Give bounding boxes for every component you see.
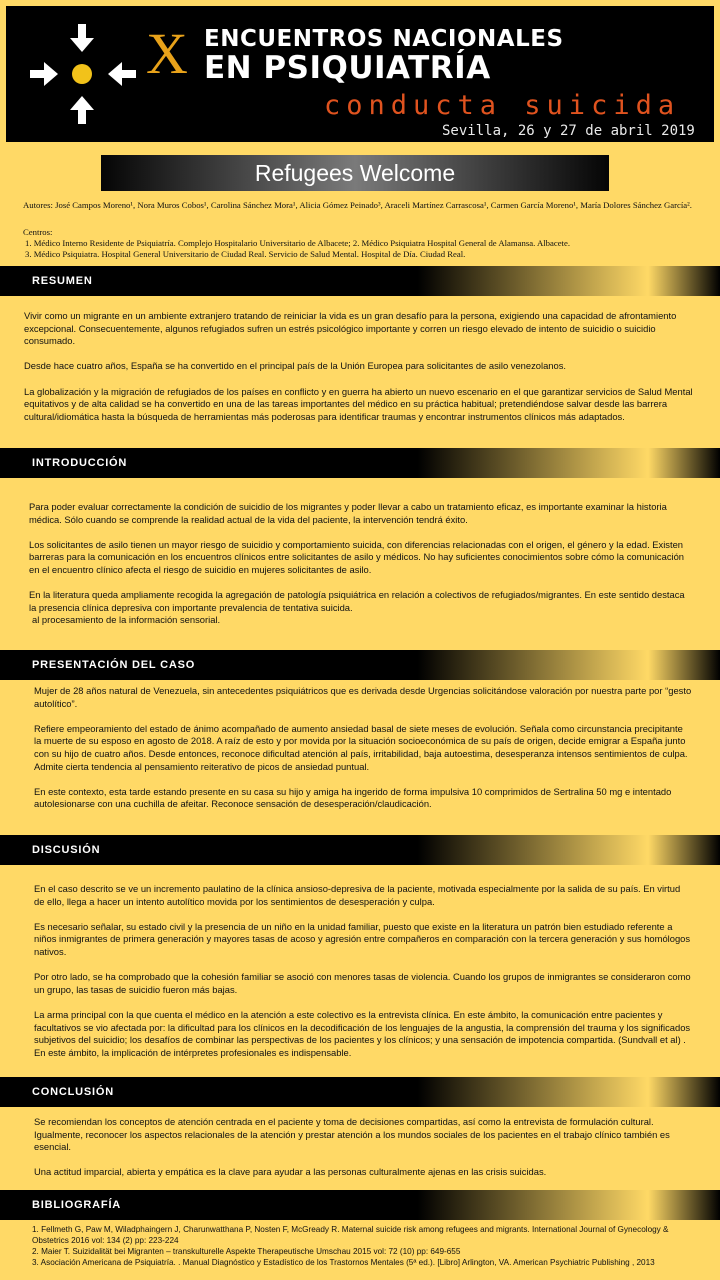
section-header-bibliografia: BIBLIOGRAFÍA xyxy=(0,1190,720,1220)
bibliography-item: 1. Fellmeth G, Paw M, Wiladphaingern J, Charunwatthana P, Nosten F, McGready R. Maternal suicide risk among refugees and migrants. International Journal of Gynecology & Obstetrics 2016 vol: 134 (2) pp: 223-224 xyxy=(32,1225,669,1245)
paragraph: Desde hace cuatro años, España se ha convertido en el principal país de la Unión Europea para solicitantes de asilo venezolanos. xyxy=(24,360,567,372)
paragraph: La globalización y la migración de refugiados de los países en conflicto y en guerra ha abierto un nuevo escenario en el que garantizar servicios de Salud Mental equitativos y de alta calidad se ha convertido en una de las tareas importantes del médico en su práctica habitual; pretendiéndose salvar desde las barrera cultural/idiomática hasta la búsqueda de herramientas más poderosas para identificar traumas y encontrar instrumentos clínicos más adaptados. xyxy=(24,385,693,422)
paragraph: En la literatura queda ampliamente recogida la agregación de patología psiquiátrica en relación a colectivos de refugiados/migrantes. En este sentido destaca la presencia clínica depresiva con importante prevalencia de tentativa suicida. xyxy=(29,589,685,613)
arrows-logo-icon xyxy=(28,20,138,128)
edition-numeral: X xyxy=(146,21,187,86)
poster-title: Refugees Welcome xyxy=(101,155,609,191)
section-body-caso xyxy=(34,685,692,824)
banner-title-line1: ENCUENTROS NACIONALES xyxy=(204,26,564,52)
header-banner xyxy=(6,6,714,142)
banner-date: Sevilla, 26 y 27 de abril 2019 xyxy=(442,123,695,139)
paragraph: Una actitud imparcial, abierta y empática es la clave para ayudar a las personas culturalmente ajenas en las crisis suicidas. xyxy=(34,1166,547,1178)
section-body-introduccion xyxy=(29,501,691,640)
paragraph: La arma principal con la que cuenta el médico en la atención a este colectivo es la entrevista clínica. En este ámbito, la comunicación entre pacientes y facultativos se vio afectada por: la dificultad para los clínicos en la decodificación de los lenguajes de la angustia, la comprensión del trauma y los significados subjetivos del suicidio; los desafíos de combinar las perspectivas de los pacientes y los clínicos; y una sensación de impotencia compartida. (Sundvall et al) . En este ámbito, la implicación de intérpretes profesionales es indispensable. xyxy=(34,1008,691,1058)
paragraph: Los solicitantes de asilo tienen un mayor riesgo de suicidio y comportamiento suicida, con diferencias relacionadas con el origen, el género y la edad. Existen barreras para la comunicación en los encuentros clínicos entre solicitantes de asilo y médicos. No hay suficientes conocimientos sobre cómo la comunicación en el encuentro clínico afecta el riesgo de suicidio en mujeres solicitantes de asilo. xyxy=(29,538,685,575)
paragraph: En este contexto, esta tarde estando presente en su casa su hijo y amiga ha ingerido de forma impulsiva 10 comprimidos de Sertralina 50 mg e intentado autolesionarse con una cuchilla de afeitar. Reconoce sensación de desesperación/claudicación. xyxy=(34,785,672,810)
banner-title-line2: EN PSIQUIATRÍA xyxy=(204,50,491,86)
paragraph: Se recomiendan los conceptos de atención centrada en el paciente y toma de decisiones compartidas, así como la entrevista de formulación cultural. Igualmente, reconocer los aspectos relacionales de la atención y prestar atención a los mundos sociales de los pacientes en el trabajo clínico también es esencial. xyxy=(34,1116,670,1153)
centros-line: 1. Médico Interno Residente de Psiquiatría. Complejo Hospitalario Universitario de Albacete; 2. Médico Psiquiatra Hospital General de Alamansa. Albacete. xyxy=(25,238,570,248)
section-body-discusion xyxy=(34,883,692,1072)
centros-line: 3. Médico Psiquiatra. Hospital General Universitario de Ciudad Real. Servicio de Salud Mental. Hospital de Día. Ciudad Real. xyxy=(25,249,466,259)
paragraph: Refiere empeoramiento del estado de ánimo acompañado de aumento ansiedad basal de siete meses de evolución. Señala como circunstancia precipitante la muerte de su esposo en agosto de 2018. A raíz de esto y por movida por la situación socioeconómica de su país de origen, decide emigrar a España junto con su hijo de cuatro años. Desde entonces, reconoce dificultad atención al país, irritabilidad, baja autoestima, desesperanza intensos sentimientos de culpa. Admite cierta tendencia al pensamiento reiterativo de picos de ansiedad puntual. xyxy=(34,722,688,772)
paragraph: al procesamiento de la información sensorial. xyxy=(32,614,221,626)
section-body-conclusion xyxy=(34,1116,692,1192)
banner-topic: conducta suicida xyxy=(324,90,681,121)
section-header-discusion: DISCUSIÓN xyxy=(0,835,720,865)
paragraph: En el caso descrito se ve un incremento paulatino de la clínica ansioso-depresiva de la paciente, motivada especialmente por la salida de su país. En virtud de ello, llega a hacer un intento autolítico movida por los sentimientos de desesperación y culpa. xyxy=(34,883,681,907)
authors: Autores: José Campos Moreno¹, Nora Muros Cobos¹, Carolina Sánchez Mora¹, Alicia Gómez Peinado³, Araceli Martínez Carrascosa¹, Carmen García Moreno¹, María Dolores Sánchez García². xyxy=(23,200,692,210)
bibliography-item: 2. Maier T. Suizidalität bei Migranten – transkulturelle Aspekte Therapeutische Umschau 2015 vol: 72 (10) pp: 649-655 xyxy=(32,1247,461,1256)
centros xyxy=(23,227,703,260)
bibliography-item: 3. Asociación Americana de Psiquiatría. . Manual Diagnóstico y Estadístico de los Trastornos Mentales (5ª ed.). [Libro] Arlington, VA. American Psychiatric Publishing , 2013 xyxy=(32,1258,655,1267)
section-header-introduccion: INTRODUCCIÓN xyxy=(0,448,720,478)
section-header-resumen: RESUMEN xyxy=(0,266,720,296)
paragraph: Vivir como un migrante en un ambiente extranjero tratando de reiniciar la vida es un gran desafío para la persona, exigiendo una capacidad de afrontamiento excepcional. Consecuentemente, algunos refugiados sufren un estrés psicológico importante y corren un riesgo elevado de intento de suicidio o suicidio consumado. xyxy=(24,310,677,347)
paragraph: Mujer de 28 años natural de Venezuela, sin antecedentes psiquiátricos que es derivada desde Urgencias solicitándose valoración por nuestra parte por “gesto autolítico”. xyxy=(34,685,692,709)
paragraph: Por otro lado, se ha comprobado que la cohesión familiar se asoció con menores tasas de violencia. Cuando los grupos de inmigrantes se consideraron como un grupo, las tasas de suicidio fueron más bajas. xyxy=(34,971,691,995)
bibliography-list xyxy=(32,1224,692,1268)
paragraph: Para poder evaluar correctamente la condición de suicidio de los migrantes y poder llevar a cabo un tratamiento eficaz, es importante examinar la historia médica. Sólo cuando se comprende la realidad actual de la vida del paciente, la intervención tendrá éxito. xyxy=(29,501,667,525)
section-header-conclusion: CONCLUSIÓN xyxy=(0,1077,720,1107)
centros-label: Centros: xyxy=(23,227,53,237)
section-body-resumen xyxy=(24,310,694,436)
section-header-caso: PRESENTACIÓN DEL CASO xyxy=(0,650,720,680)
paragraph: Es necesario señalar, su estado civil y la presencia de un niño en la unidad familiar, puesto que existe en la literatura un patrón bien estudiado referente a niños inmigrantes de primera generación y mayores tasas de acoso y agresión entre compañeros en comparación con la tercera generación y sus homólogos nativos. xyxy=(34,920,691,957)
